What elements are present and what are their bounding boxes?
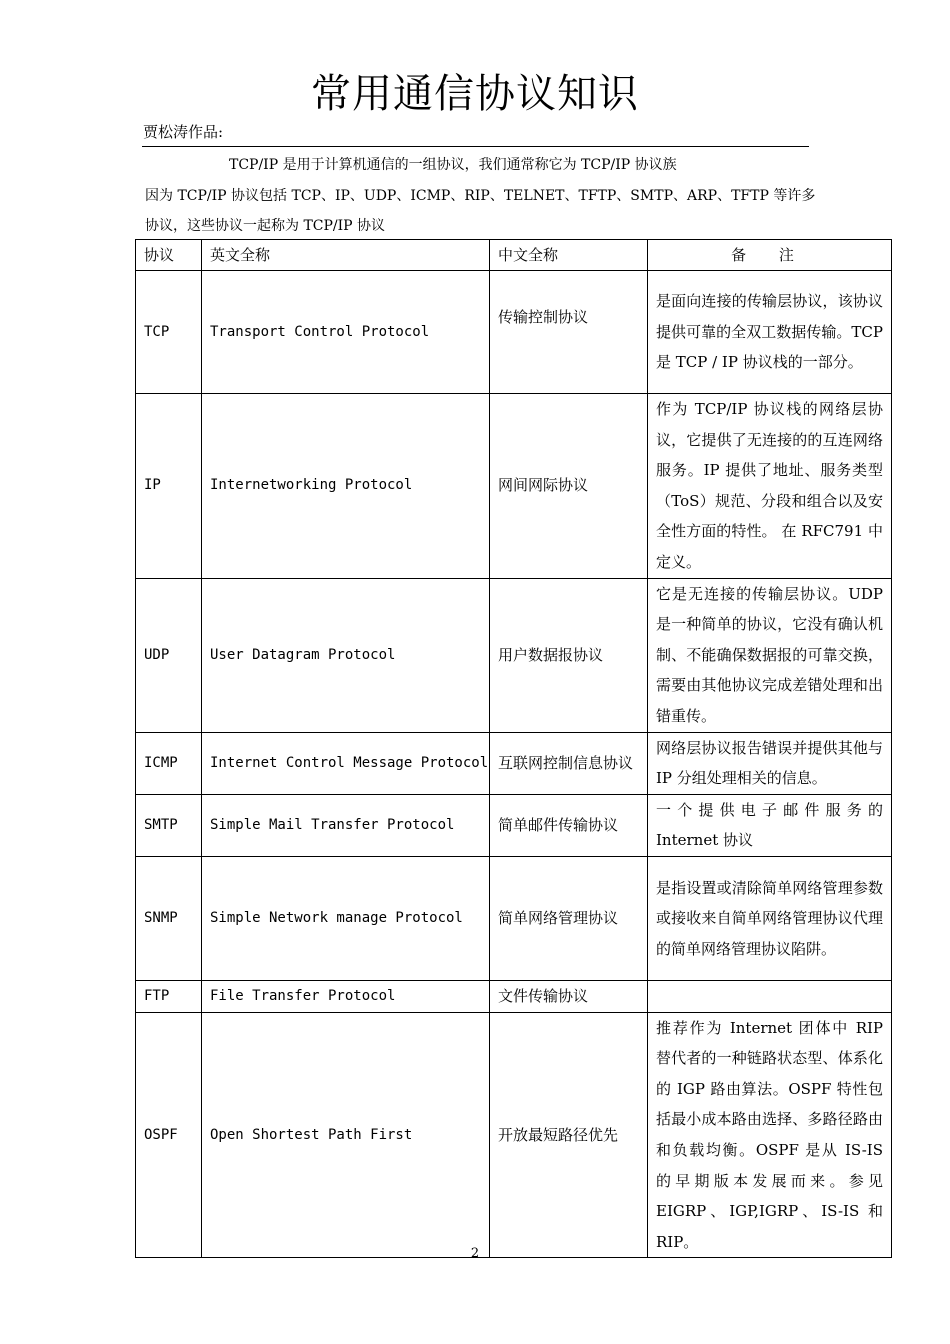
- intro-line-3: 协议，这些协议一起称为 TCP/IP 协议: [145, 218, 386, 234]
- protocol-abbr: ICMP: [136, 732, 202, 794]
- table-row: [136, 732, 892, 794]
- protocol-chinese: 传输控制协议: [490, 271, 648, 394]
- protocol-abbr: OSPF: [136, 1012, 202, 1258]
- protocol-chinese: 用户数据报协议: [490, 578, 648, 732]
- table-row: [136, 1012, 892, 1258]
- protocol-abbr: FTP: [136, 980, 202, 1012]
- protocol-english: Simple Mail Transfer Protocol: [202, 794, 490, 856]
- table-row: [136, 856, 892, 980]
- protocol-english: User Datagram Protocol: [202, 578, 490, 732]
- intro-line-2: 因为 TCP/IP 协议包括 TCP、IP、UDP、ICMP、RIP、TELNET、TFTP、SMTP、ARP、TFTP 等许多: [145, 188, 816, 204]
- header-notes: 备 注: [648, 240, 892, 271]
- protocol-english: Open Shortest Path First: [202, 1012, 490, 1258]
- protocol-note: 作为 TCP/IP 协议栈的网络层协议，它提供了无连接的的互连网络服务。IP 提供了地址、服务类型（ToS）规范、分段和组合以及安全性方面的特性。 在 RFC791 中定义。: [648, 394, 892, 579]
- protocol-chinese: 互联网控制信息协议: [490, 732, 648, 794]
- protocol-english: Transport Control Protocol: [202, 271, 490, 394]
- document-title: 常用通信协议知识: [311, 71, 639, 117]
- protocol-note: 是面向连接的传输层协议，该协议提供可靠的全双工数据传输。TCP 是 TCP / IP 协议栈的一部分。: [648, 271, 892, 394]
- protocol-chinese: 文件传输协议: [490, 980, 648, 1012]
- protocol-abbr: SNMP: [136, 856, 202, 980]
- protocol-abbr: UDP: [136, 578, 202, 732]
- table-header-row: [136, 240, 892, 271]
- table-row: [136, 794, 892, 856]
- protocol-english: Internet Control Message Protocol: [202, 732, 490, 794]
- protocol-english: Internetworking Protocol: [202, 394, 490, 579]
- protocol-abbr: IP: [136, 394, 202, 579]
- protocol-abbr: SMTP: [136, 794, 202, 856]
- author-line: 贾松涛作品:: [143, 123, 224, 141]
- page-number: 2: [470, 1246, 480, 1261]
- protocol-chinese: 简单网络管理协议: [490, 856, 648, 980]
- protocol-english: Simple Network manage Protocol: [202, 856, 490, 980]
- protocol-note: 是指设置或清除简单网络管理参数或接收来自简单网络管理协议代理的简单网络管理协议陷阱。: [648, 856, 892, 980]
- table-row: [136, 271, 892, 394]
- header-chinese-name: 中文全称: [490, 240, 648, 271]
- table-row: [136, 394, 892, 579]
- protocol-chinese: 开放最短路径优先: [490, 1012, 648, 1258]
- header-protocol: 协议: [136, 240, 202, 271]
- table-row: [136, 980, 892, 1012]
- header-english-name: 英文全称: [202, 240, 490, 271]
- intro-line-1: TCP/IP 是用于计算机通信的一组协议，我们通常称它为 TCP/IP 协议族: [229, 157, 677, 173]
- protocol-table: [135, 239, 892, 1258]
- protocol-chinese: 简单邮件传输协议: [490, 794, 648, 856]
- protocol-note: 它是无连接的传输层协议。UDP 是一种简单的协议，它没有确认机制、不能确保数据报的可靠交换，需要由其他协议完成差错处理和出错重传。: [648, 578, 892, 732]
- protocol-note: 网络层协议报告错误并提供其他与 IP 分组处理相关的信息。: [648, 732, 892, 794]
- protocol-chinese: 网间网际协议: [490, 394, 648, 579]
- protocol-abbr: TCP: [136, 271, 202, 394]
- protocol-note: 推荐作为 Internet 团体中 RIP 替代者的一种链路状态型、体系化的 IGP 路由算法。OSPF 特性包括最小成本路由选择、多路径路由和负载均衡。OSPF 是从 IS-IS 的早期版本发展而来。参见 EIGRP、IGP,IGRP、IS-IS 和 RIP。: [648, 1012, 892, 1258]
- protocol-english: File Transfer Protocol: [202, 980, 490, 1012]
- protocol-note: [648, 980, 892, 1012]
- protocol-note: 一个提供电子邮件服务的 Internet 协议: [648, 794, 892, 856]
- table-row: [136, 578, 892, 732]
- title-underline: [142, 146, 809, 147]
